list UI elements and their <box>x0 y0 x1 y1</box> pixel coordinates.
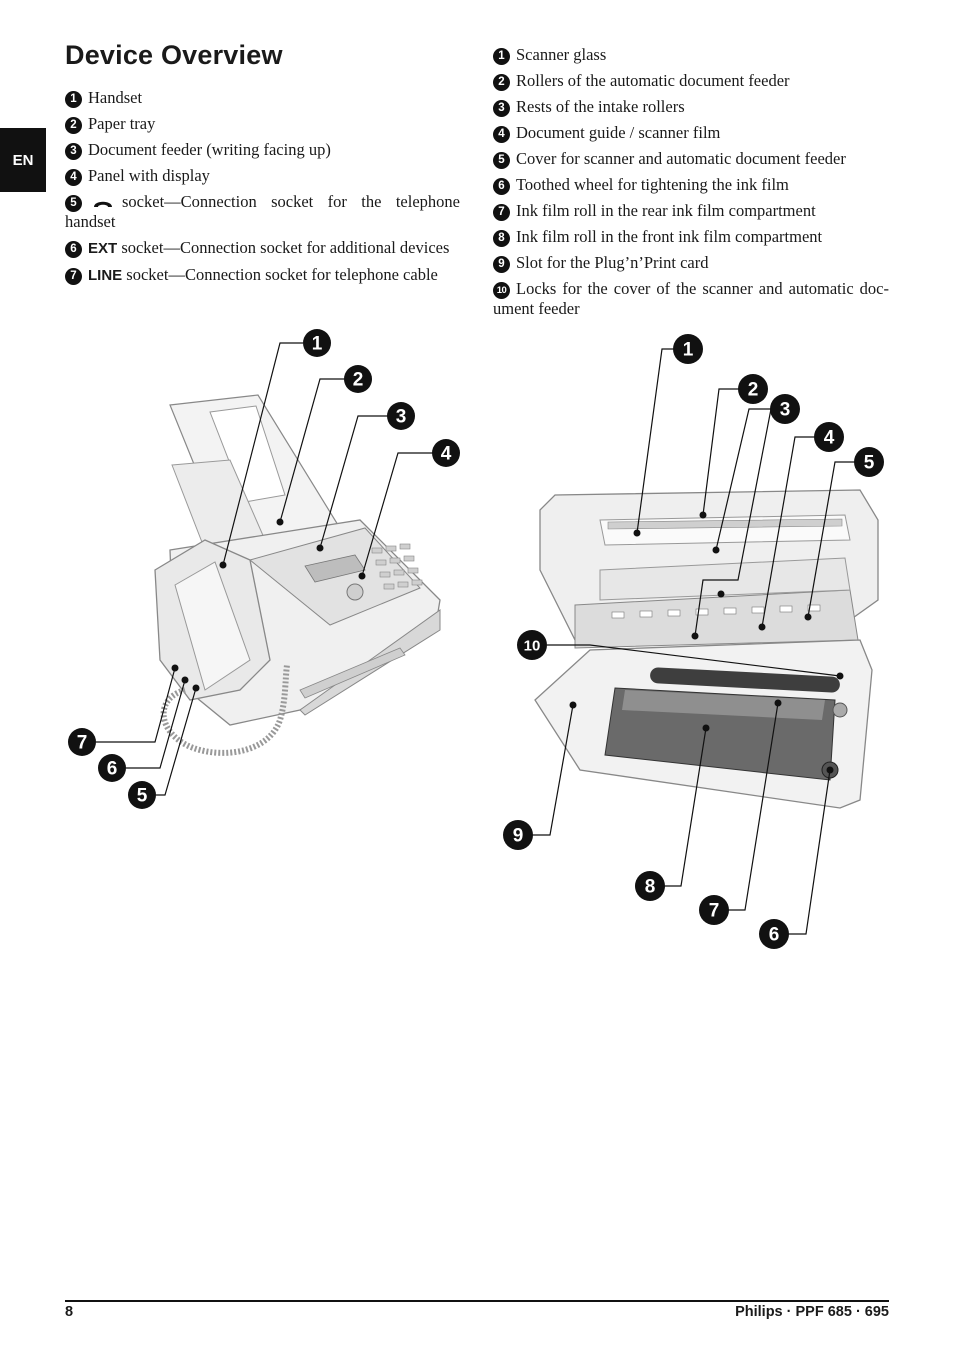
number-badge: 4 <box>493 126 510 143</box>
svg-text:4: 4 <box>823 427 835 449</box>
svg-text:5: 5 <box>136 785 148 807</box>
keyword-ext: EXT <box>88 240 118 257</box>
fax-interior-drawing <box>535 490 878 808</box>
number-badge: 5 <box>493 152 510 169</box>
list-item: 9 Slot for the Plug’n’Print card <box>493 253 889 273</box>
number-badge: 6 <box>65 241 82 258</box>
svg-text:2: 2 <box>352 369 364 391</box>
callout-6 <box>759 919 789 949</box>
callout-9 <box>503 820 533 850</box>
callout-2 <box>738 374 768 404</box>
list-item: 5 socket—Connection socket for the telephone handset <box>65 192 460 231</box>
callout-3 <box>770 394 800 424</box>
list-item: 2 Rollers of the automatic document feeder <box>493 71 889 91</box>
svg-text:9: 9 <box>512 825 524 847</box>
svg-text:8: 8 <box>644 876 656 898</box>
callout-1 <box>673 334 703 364</box>
number-badge: 3 <box>65 143 82 160</box>
list-item: 3 Rests of the intake rollers <box>493 97 889 117</box>
list-item: 6 Toothed wheel for tightening the ink film <box>493 175 889 195</box>
svg-text:1: 1 <box>311 333 323 355</box>
list-item: 1 Handset <box>65 88 460 108</box>
number-badge: 5 <box>65 195 82 212</box>
number-badge: 1 <box>65 91 82 108</box>
list-item: 7 Ink film roll in the rear ink film compartment <box>493 201 889 221</box>
page-title: Device Overview <box>65 40 283 70</box>
number-badge: 7 <box>493 204 510 221</box>
callout-5 <box>854 447 884 477</box>
list-item: 4 Document guide / scanner film <box>493 123 889 143</box>
callout-4 <box>814 422 844 452</box>
number-badge: 10 <box>493 282 510 299</box>
svg-text:7: 7 <box>76 732 88 754</box>
footer-rule <box>65 1300 889 1302</box>
list-item: 1 Scanner glass <box>493 45 889 65</box>
list-item: 7 LINE socket—Connection socket for telephone cable <box>65 265 460 286</box>
list-item: 10 Locks for the cover of the scanner and automatic doc-ument feeder <box>493 279 889 318</box>
list-item: 8 Ink film roll in the front ink film compartment <box>493 227 889 247</box>
number-badge: 7 <box>65 268 82 285</box>
list-item: 5 Cover for scanner and automatic document feeder <box>493 149 889 169</box>
number-badge: 1 <box>493 48 510 65</box>
svg-text:2: 2 <box>747 379 759 401</box>
svg-text:1: 1 <box>682 339 694 361</box>
svg-text:10: 10 <box>523 637 541 655</box>
footer-product: Philips · PPF 685 · 695 <box>735 1304 889 1320</box>
number-badge: 9 <box>493 256 510 273</box>
number-badge: 6 <box>493 178 510 195</box>
list-item: 6 EXT socket—Connection socket for additional devices <box>65 238 460 259</box>
callout-8 <box>635 871 665 901</box>
number-badge: 2 <box>493 74 510 91</box>
number-badge: 2 <box>65 117 82 134</box>
svg-text:3: 3 <box>395 406 407 428</box>
callout-10 <box>517 630 547 660</box>
number-badge: 8 <box>493 230 510 247</box>
svg-text:4: 4 <box>440 443 452 465</box>
svg-text:6: 6 <box>768 924 780 946</box>
svg-text:7: 7 <box>708 900 720 922</box>
number-badge: 3 <box>493 100 510 117</box>
list-item: 4 Panel with display <box>65 166 460 186</box>
page-number: 8 <box>65 1304 74 1320</box>
list-item: 3 Document feeder (writing facing up) <box>65 140 460 160</box>
svg-text:3: 3 <box>779 399 791 421</box>
callout-7 <box>699 895 729 925</box>
keyword-line: LINE <box>88 267 123 284</box>
number-badge: 4 <box>65 169 82 186</box>
list-item: 2 Paper tray <box>65 114 460 134</box>
svg-text:5: 5 <box>863 452 875 474</box>
svg-text:6: 6 <box>106 758 118 780</box>
language-tab: EN <box>0 128 46 192</box>
